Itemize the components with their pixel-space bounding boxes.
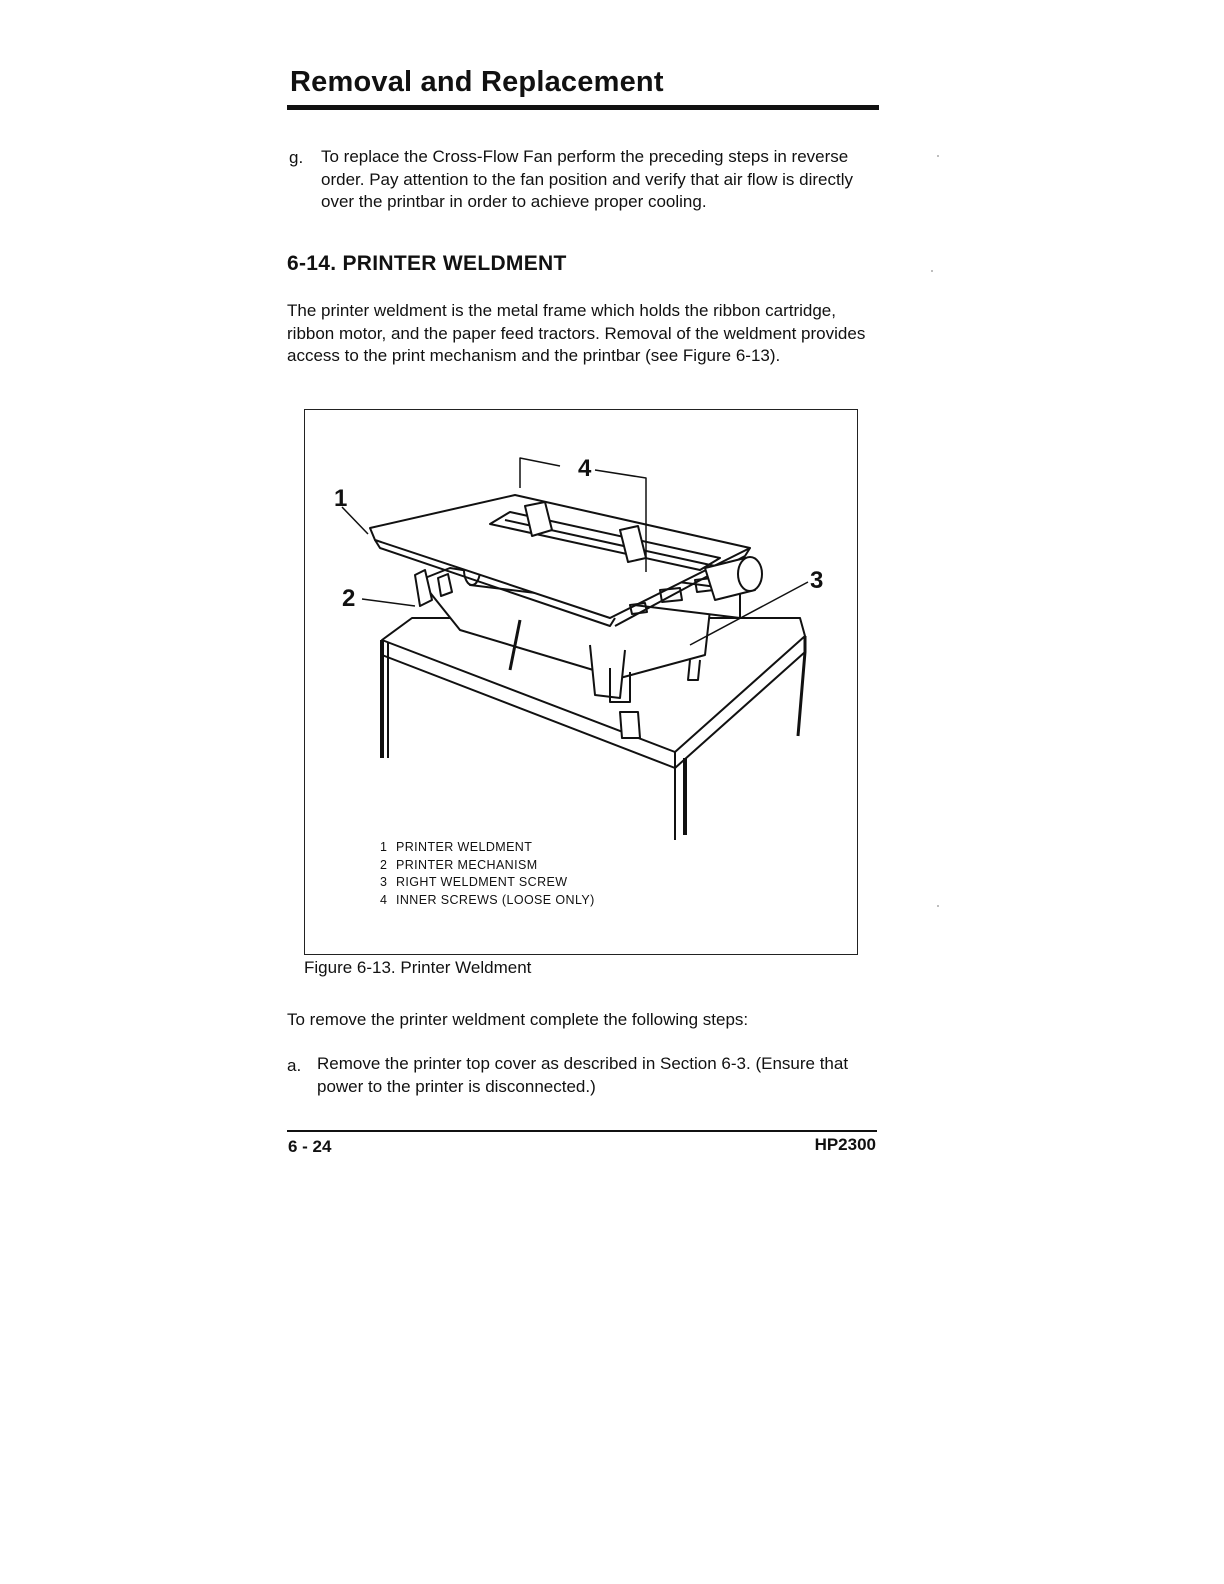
legend-label: RIGHT WELDMENT SCREW <box>396 875 568 889</box>
model-name: HP2300 <box>814 1135 876 1154</box>
scan-speck <box>937 155 939 157</box>
legend-item <box>380 892 595 910</box>
header-rule <box>287 105 879 110</box>
printer-weldment-illustration <box>320 440 840 840</box>
callout-1: 1 <box>334 485 348 512</box>
step-a-letter: a. <box>287 1056 302 1075</box>
page-number: 6 - 24 <box>288 1137 332 1156</box>
callout-3: 3 <box>810 567 824 594</box>
figure-caption: Figure 6-13. Printer Weldment <box>304 958 532 977</box>
legend-label: INNER SCREWS (LOOSE ONLY) <box>396 892 595 907</box>
callout-2: 2 <box>342 585 356 612</box>
legend-number: 3 <box>380 875 388 889</box>
section-intro: The printer weldment is the metal frame which holds the ribbon cartridge, ribbon motor, and the paper feed tractors. Removal of the weldment provides access to the print mechanism and the printbar (see Figure 6-13). <box>287 301 866 365</box>
legend-item <box>380 874 595 892</box>
legend-label: PRINTER MECHANISM <box>396 857 538 872</box>
legend-number: 2 <box>380 857 388 872</box>
figure-legend <box>380 839 595 909</box>
callout-4: 4 <box>578 455 592 482</box>
legend-item <box>380 857 595 875</box>
legend-item <box>380 839 595 857</box>
legend-number: 1 <box>380 840 388 854</box>
step-g-text: To replace the Cross-Flow Fan perform the preceding steps in reverse order. Pay attention to the fan position and verify that air flow is directly over the printbar in order to achieve proper cooling. <box>321 147 854 211</box>
footer-rule <box>287 1130 877 1132</box>
step-g-letter: g. <box>289 148 304 167</box>
legend-number: 4 <box>380 892 388 907</box>
scan-speck <box>937 905 939 907</box>
legend-label: PRINTER WELDMENT <box>396 840 533 854</box>
step-a-text: Remove the printer top cover as described in Section 6-3. (Ensure that power to the printer is disconnected.) <box>317 1054 849 1096</box>
section-title: 6-14. PRINTER WELDMENT <box>287 252 567 275</box>
page-header-title: Removal and Replacement <box>290 66 664 98</box>
removal-intro: To remove the printer weldment complete the following steps: <box>287 1010 749 1029</box>
scan-speck <box>931 270 933 272</box>
